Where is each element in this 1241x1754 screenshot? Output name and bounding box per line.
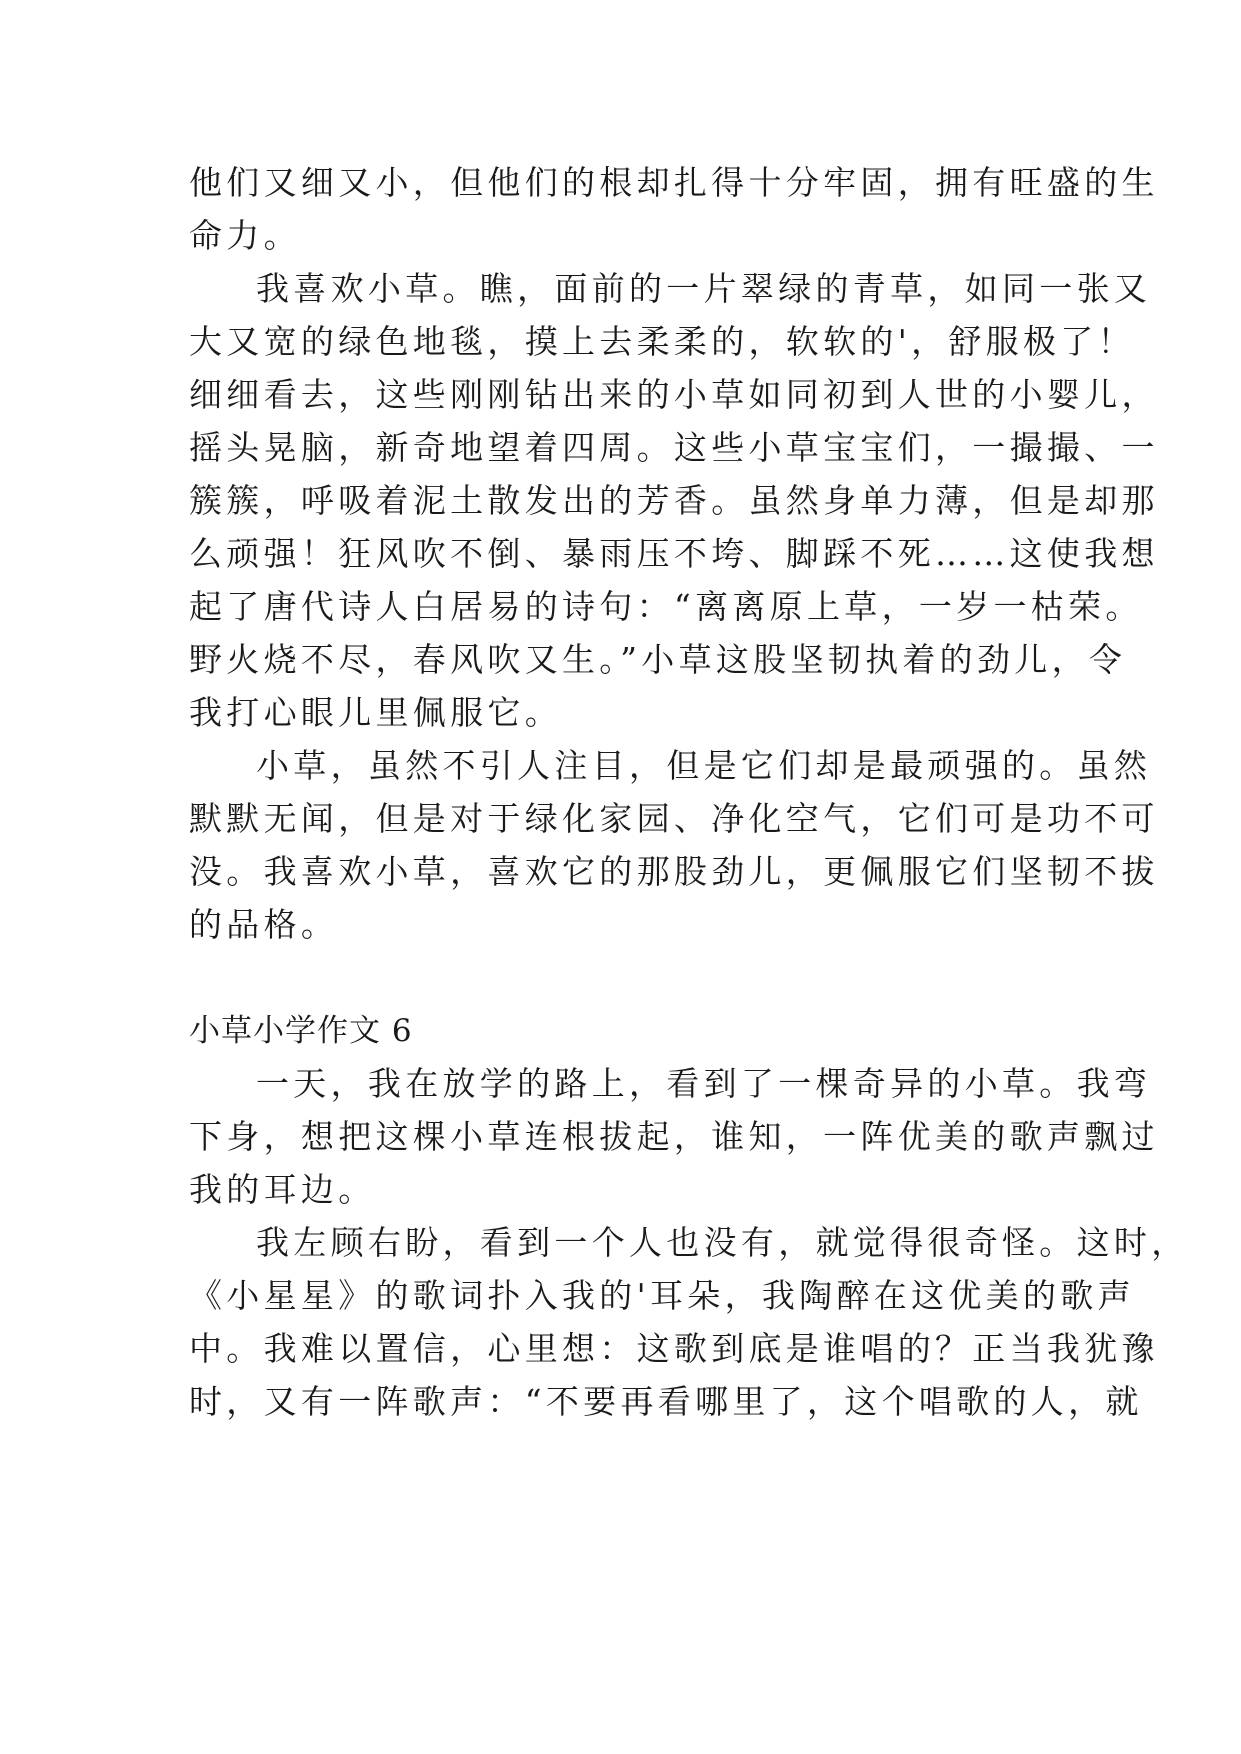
text-line: 我左顾右盼，看到一个人也没有，就觉得很奇怪。这时， (256, 1223, 1189, 1262)
text-line: 簇簇，呼吸着泥土散发出的芳香。虽然身单力薄，但是却那 (189, 481, 1159, 520)
text-line: 摇头晃脑，新奇地望着四周。这些小草宝宝们，一撮撮、一 (189, 428, 1159, 467)
text-line: 小草，虽然不引人注目，但是它们却是最顽强的。虽然 (256, 746, 1152, 785)
text-line: 默默无闻，但是对于绿化家园、净化空气，它们可是功不可 (189, 799, 1159, 838)
text-line: 我喜欢小草。瞧，面前的一片翠绿的青草，如同一张又 (256, 269, 1152, 308)
text-line: 命力。 (189, 216, 301, 255)
text-line: 么顽强！狂风吹不倒、暴雨压不垮、脚踩不死……这使我想 (189, 534, 1159, 573)
text-line: 起了唐代诗人白居易的诗句：“离离原上草，一岁一枯荣。 (189, 587, 1143, 626)
text-line: 野火烧不尽，春风吹又生。”小草这股坚韧执着的劲儿，令 (189, 640, 1127, 679)
text-line: 一天，我在放学的路上，看到了一棵奇异的小草。我弯 (256, 1064, 1152, 1103)
section-heading: 小草小学作文 6 (189, 1013, 413, 1049)
text-line: 的品格。 (189, 905, 339, 944)
text-line: 大又宽的绿色地毯，摸上去柔柔的，软软的'，舒服极了！ (189, 322, 1135, 361)
text-line: 中。我难以置信，心里想：这歌到底是谁唱的？正当我犹豫 (189, 1329, 1159, 1368)
text-line: 没。我喜欢小草，喜欢它的那股劲儿，更佩服它们坚韧不拔 (189, 852, 1159, 891)
text-line: 细细看去，这些刚刚钻出来的小草如同初到人世的小婴儿， (189, 375, 1159, 414)
text-line: 我的耳边。 (189, 1170, 376, 1209)
text-line: 我打心眼儿里佩服它。 (189, 693, 562, 732)
text-line: 下身，想把这棵小草连根拔起，谁知，一阵优美的歌声飘过 (189, 1117, 1159, 1156)
text-line: 他们又细又小，但他们的根却扎得十分牢固，拥有旺盛的生 (189, 163, 1159, 202)
text-line: 《小星星》的歌词扑入我的'耳朵，我陶醉在这优美的歌声 (189, 1276, 1135, 1315)
text-line: 时，又有一阵歌声：“不要再看哪里了，这个唱歌的人，就 (189, 1382, 1143, 1421)
